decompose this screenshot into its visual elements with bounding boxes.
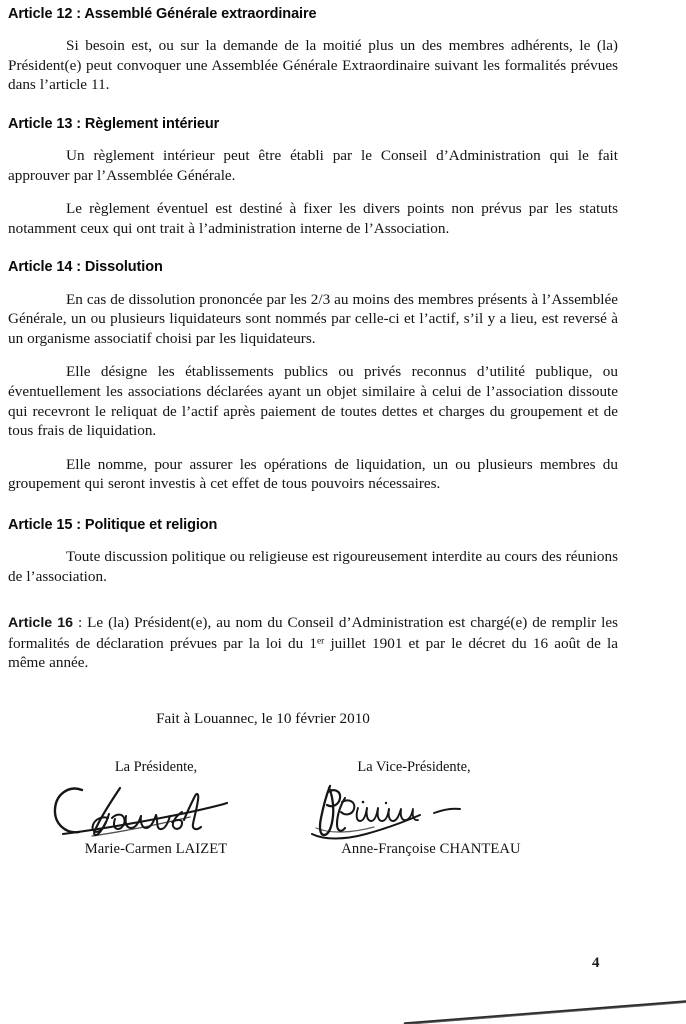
place-and-date: Fait à Louannec, le 10 février 2010 xyxy=(156,709,370,727)
scan-edge-artifact xyxy=(0,985,686,1024)
signature-ink-vice-presidente xyxy=(306,778,556,840)
signature-name-vice-presidente: Anne-Françoise CHANTEAU xyxy=(341,840,521,857)
article-14-paragraph-3: Elle nomme, pour assurer les opérations de liquidation, un ou plusieurs membres du groupement qui seront investis à cet effet de tous pouvoirs nécessaires. xyxy=(8,455,618,493)
handwritten-signature-icon xyxy=(46,778,276,844)
article-15-paragraph-1: Toute discussion politique ou religieuse est rigoureusement interdite au cours des réunions de l’association. xyxy=(8,548,618,585)
article-14-paragraph-1: En cas de dissolution prononcée par les 2/3 au moins des membres présents à l’Assemblée Générale, un ou plusieurs liquidateurs sont nommés par celle-ci et l’actif, s’il y a lieu, est reversé à un organisme associatif choisi par les liquidateurs. xyxy=(8,290,618,347)
article-12-heading: Article 12 : Assemblé Générale extraordinaire xyxy=(8,6,317,22)
signature-name-presidente: Marie-Carmen LAIZET xyxy=(84,840,228,857)
article-13-heading: Article 13 : Règlement intérieur xyxy=(8,115,220,132)
page-content xyxy=(8,0,618,858)
article-15-heading: Article 15 : Politique et religion xyxy=(8,516,218,533)
article-14-paragraph-2: Elle désigne les établissements publics ou privés reconnus d’utilité publique, ou éventuellement les associations déclarées ayant un objet similaire à celui de l’association dissoute qui recevront le reliquat de l’actif après paiement de toutes dettes et charges du groupement et de tous frais de liquidation. xyxy=(8,363,618,440)
signature-column-vice-presidente xyxy=(296,758,556,858)
signature-role-presidente: La Présidente, xyxy=(114,758,198,775)
article-13-paragraph-1: Un règlement intérieur peut être établi par le Conseil d’Administration qui le fait approuver par l’Assemblée Générale. xyxy=(8,147,618,184)
signature-column-presidente xyxy=(32,758,296,858)
article-16-ordinal-suffix: er xyxy=(316,636,325,647)
article-13-paragraph-2: Le règlement éventuel est destiné à fixer les divers points non prévus par les statuts notamment ceux qui ont trait à l’administration interne de l’Association. xyxy=(8,200,618,237)
article-16-text-before: : Le (la) Président(e), au nom du Conseil d’Administration est chargé(e) de remplir les formalités de déclaration prévues par la loi du 1 xyxy=(8,614,618,652)
article-16-paragraph xyxy=(8,613,618,673)
signature-block xyxy=(8,758,618,858)
article-12-paragraph-1: Si besoin est, ou sur la demande de la moitié plus un des membres adhérents, le (la) Président(e) peut convoquer une Assemblée Générale Extraordinaire suivant les formalités prévues dans l’article 11. xyxy=(8,37,618,94)
article-14-heading: Article 14 : Dissolution xyxy=(8,259,163,276)
article-16-lead-label: Article 16 xyxy=(8,615,74,632)
handwritten-signature-icon xyxy=(306,778,536,844)
signature-role-vice-presidente: La Vice-Présidente, xyxy=(357,758,471,775)
signature-ink-presidente xyxy=(46,778,296,840)
page-number: 4 xyxy=(592,955,600,971)
article-16-text-after: juillet 1901 et par le décret du 16 août de la même année. xyxy=(8,634,618,672)
